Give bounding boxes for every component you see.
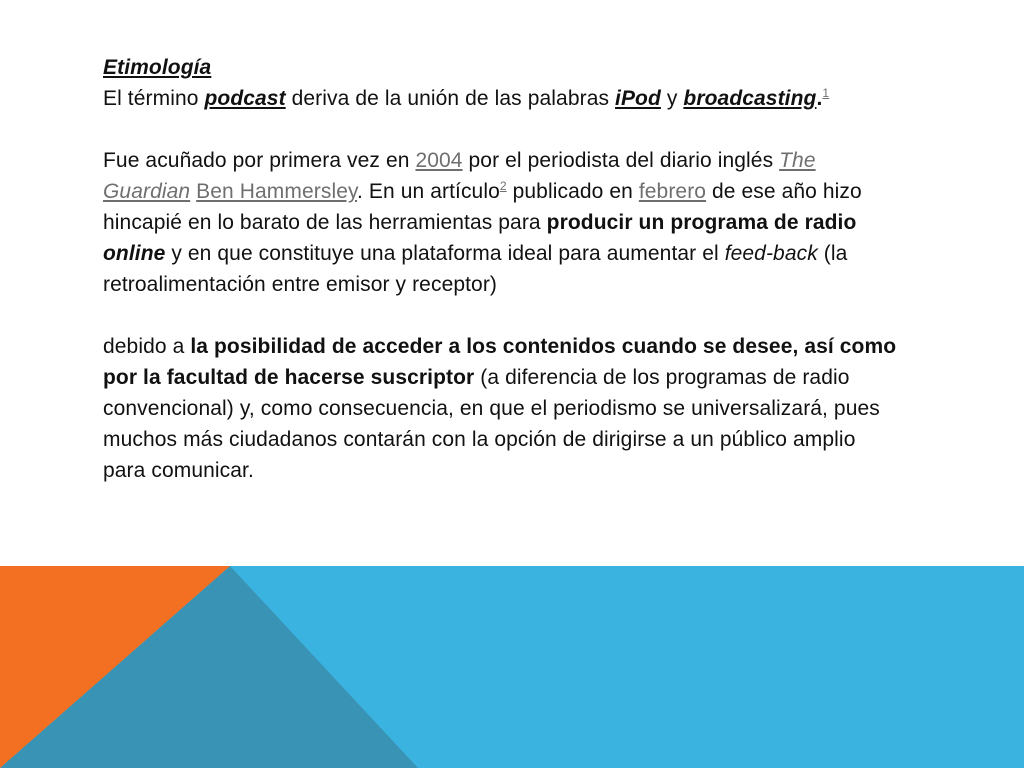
slide-body-text	[103, 52, 903, 486]
link-the-guardian[interactable]: The Guardian	[103, 149, 816, 203]
text-run: (la retroalimentación entre emisor y receptor)	[103, 242, 848, 296]
bold-run: la posibilidad de acceder a los contenidos cuando se desee, así como por la facultad de hacerse suscriptor	[103, 335, 897, 389]
text-run: publicado en	[506, 180, 639, 203]
link-febrero[interactable]: febrero	[638, 180, 707, 203]
paragraph-consequence	[103, 331, 903, 486]
link-ben-hammersley[interactable]: Ben Hammersley	[196, 180, 358, 203]
bold-run: producir un programa de radio	[546, 211, 857, 234]
italic-feedback: feed-back	[724, 242, 818, 265]
blue-band	[0, 566, 1024, 768]
text-run: .	[816, 87, 823, 110]
paragraph-origin	[103, 145, 903, 300]
paragraph-definition	[103, 83, 903, 114]
text-run: El término	[103, 87, 205, 110]
text-run: de ese año hizo hincapié en lo barato de las herramientas para	[103, 180, 862, 234]
term-ipod: iPod	[615, 87, 661, 110]
bold-italic-online: online	[103, 242, 166, 265]
text-run: y en que constituye una plataforma ideal para aumentar el	[165, 242, 725, 265]
teal-triangle	[0, 566, 418, 768]
reference-link-2[interactable]: 2	[499, 179, 507, 193]
text-run: por el periodista del diario inglés	[462, 149, 780, 172]
text-run: Fue acuñado por primera vez en	[103, 149, 416, 172]
paragraph-gap	[103, 114, 903, 145]
heading-text: Etimología	[103, 56, 212, 79]
term-podcast: podcast	[204, 87, 286, 110]
text-run: y	[660, 87, 684, 110]
text-run: (a diferencia de los programas de radio convencional) y, como consecuencia, en que el periodismo se universalizará, pues muchos más ciudadanos contarán con la opción de dirigirse a un público amplio para comunicar.	[103, 366, 880, 482]
reference-link-1[interactable]: 1	[822, 86, 830, 100]
term-broadcasting: broadcasting	[683, 87, 817, 110]
orange-triangle	[0, 566, 230, 768]
heading-etimologia	[103, 52, 903, 83]
text-run: debido a	[103, 335, 191, 358]
text-run: . En un artículo	[357, 180, 500, 203]
link-2004[interactable]: 2004	[415, 149, 463, 172]
paragraph-gap	[103, 300, 903, 331]
text-run: deriva de la unión de las palabras	[285, 87, 616, 110]
